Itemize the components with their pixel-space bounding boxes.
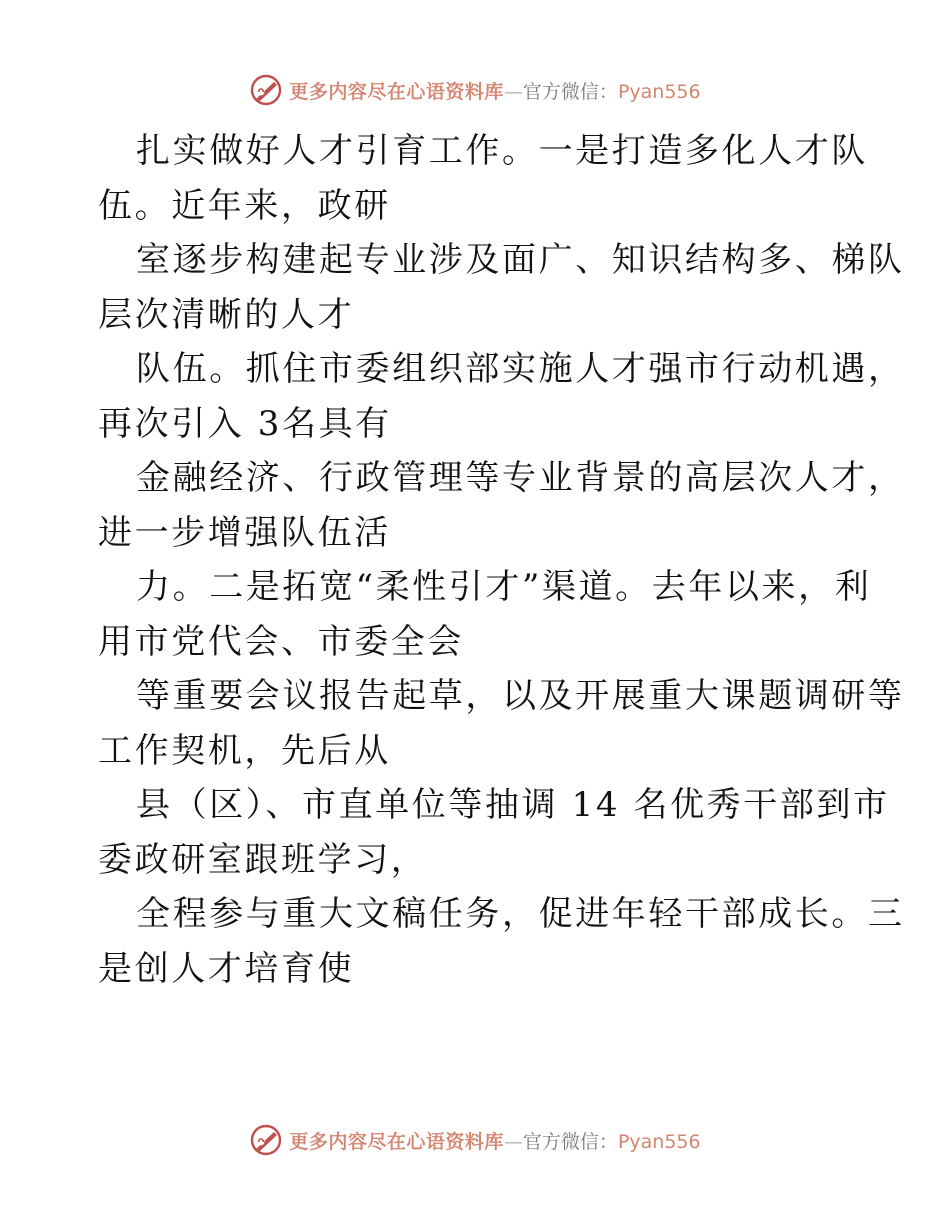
footer-watermark-account-label: 官方微信：: [522, 1130, 618, 1153]
footer-watermark-text: [289, 1127, 700, 1154]
body-line-16: 是创人才培育使: [98, 948, 355, 989]
body-line-10: 用市党代会、市委全会: [98, 621, 464, 662]
header-watermark-separator: —: [503, 80, 523, 103]
body-line-14: 委政研室跟班学习，: [98, 839, 428, 880]
body-line-15: 全程参与重大文稿任务，促进年轻干部成长。三: [136, 894, 905, 934]
document-body: [98, 124, 905, 996]
header-watermark-text: [289, 77, 700, 104]
body-line-11: 等重要会议报告起草，以及开展重大课题调研等: [136, 676, 905, 716]
footer-watermark-separator: —: [503, 1130, 523, 1153]
body-line-1: 扎实做好人才引育工作。一是打造多化人才队: [136, 131, 868, 171]
header-watermark-main: 更多内容尽在心语资料库: [289, 80, 504, 103]
quill-seal-icon: [249, 1123, 283, 1157]
body-line-5: 队伍。抓住市委组织部实施人才强市行动机遇，: [136, 349, 905, 389]
body-line-4: 层次清晰的人才: [98, 294, 355, 335]
header-watermark-account-label: 官方微信：: [522, 80, 618, 103]
footer-watermark-account-id: Pyan556: [617, 1130, 701, 1153]
footer-watermark-main: 更多内容尽在心语资料库: [289, 1130, 504, 1153]
quill-seal-icon: [249, 73, 283, 107]
body-line-12: 工作契机，先后从: [98, 730, 391, 771]
body-line-7: 金融经济、行政管理等专业背景的高层次人才，: [136, 458, 905, 498]
body-line-6: 再次引入 3名具有: [98, 403, 392, 444]
body-line-3: 室逐步构建起专业涉及面广、知识结构多、梯队: [136, 240, 905, 280]
footer-watermark-banner: [0, 1120, 950, 1160]
body-line-9: 力。二是拓宽“柔性引才”渠道。去年以来，利: [136, 567, 872, 607]
header-watermark-banner: [0, 70, 950, 110]
header-watermark-account-id: Pyan556: [617, 80, 701, 103]
body-line-2: 伍。近年来，政研: [98, 185, 391, 226]
body-line-13: 县（区）、市直单位等抽调 14 名优秀干部到市: [136, 785, 890, 825]
body-line-8: 进一步增强队伍活: [98, 512, 391, 553]
